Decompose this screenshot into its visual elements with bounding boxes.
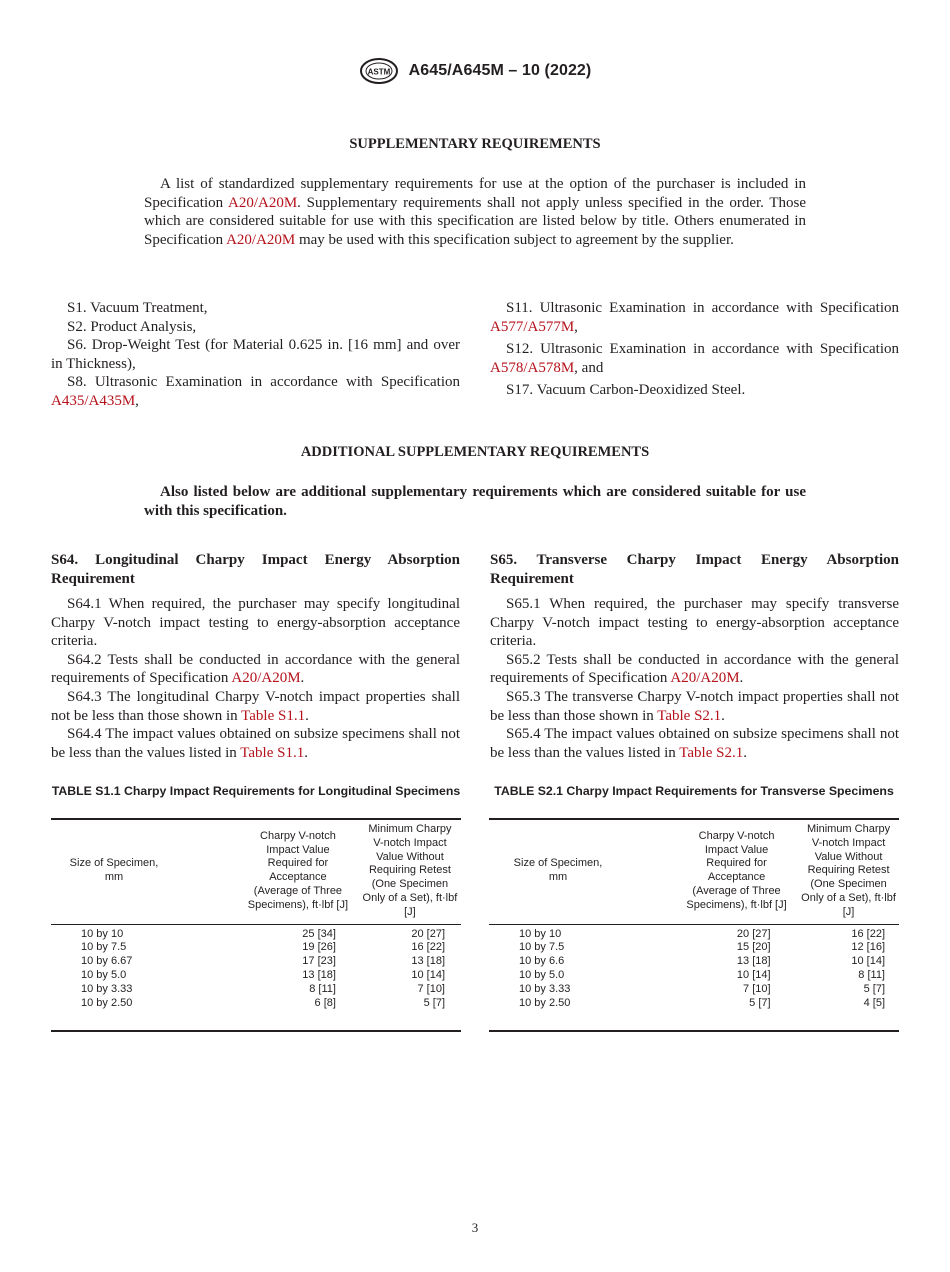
table-s2-header-min: Minimum Charpy V-notch Impact Value Without Requiring Retest (One Specimen Only of a Set), ft·lbf [J] xyxy=(789,819,899,924)
table-row xyxy=(489,969,899,983)
ref-a20-link[interactable]: A20/A20M xyxy=(231,670,301,687)
s11-text: S11. Ultrasonic Examination in accordance with Specification xyxy=(506,300,899,316)
table-row xyxy=(489,924,899,941)
list-item-s12 xyxy=(490,340,899,377)
cell-avg: 8 [11] xyxy=(309,982,336,995)
cell-size: 10 by 2.50 xyxy=(489,997,627,1032)
table-row xyxy=(489,941,899,955)
table-row xyxy=(51,955,461,969)
cell-avg: 15 [20] xyxy=(736,941,771,954)
cell-min: 20 [27] xyxy=(411,927,445,940)
cell-avg: 25 [34] xyxy=(302,927,336,940)
table-s1 xyxy=(51,818,461,1032)
cell-min: 5 [7] xyxy=(350,997,461,1032)
cell-avg: 6 [8] xyxy=(188,997,350,1032)
s65-4 xyxy=(490,725,899,762)
s11-end: , xyxy=(574,318,578,335)
intro-text-3: may be used with this specification subject to agreement by the supplier. xyxy=(295,231,734,248)
cell-min: 13 [18] xyxy=(411,955,445,968)
cell-min: 10 [14] xyxy=(411,968,445,981)
s8-end: , xyxy=(135,392,139,409)
cell-size: 10 by 6.6 xyxy=(519,955,565,968)
additional-intro xyxy=(144,483,806,520)
ref-a577-link[interactable]: A577/A577M xyxy=(490,318,575,335)
ref-a578-link[interactable]: A578/A578M xyxy=(490,359,575,376)
table-row xyxy=(489,983,899,997)
table-row xyxy=(51,924,461,941)
cell-avg: 5 [7] xyxy=(627,997,789,1032)
s8-text: S8. Ultrasonic Examination in accordance with Specification xyxy=(67,374,460,391)
cell-min: 10 [14] xyxy=(851,955,885,968)
cell-size: 10 by 10 xyxy=(519,927,562,940)
table-row xyxy=(51,969,461,983)
cell-size: 10 by 10 xyxy=(81,927,124,940)
table-s1-caption: TABLE S1.1 Charpy Impact Requirements for Longitudinal Specimens xyxy=(51,784,461,798)
table-s1-header-size: Size of Specimen, mm xyxy=(51,819,188,924)
cell-avg: 20 [27] xyxy=(736,927,771,940)
table-s2-link[interactable]: Table S2.1 xyxy=(657,707,722,724)
supplementary-list-right xyxy=(490,299,899,400)
s64-2-end: . xyxy=(300,670,305,687)
s64-3 xyxy=(51,688,460,725)
s12-end: , and xyxy=(574,359,604,376)
supplementary-list-left xyxy=(51,299,460,411)
list-item-s11 xyxy=(490,299,899,336)
cell-avg: 10 [14] xyxy=(736,968,771,981)
s64-3-end: . xyxy=(305,707,309,724)
s65-2 xyxy=(490,651,899,688)
s65-4-text: S65.4 The impact values obtained on subsize specimens shall not be less than the values listed in xyxy=(490,726,899,761)
s65-4-end: . xyxy=(743,744,747,761)
cell-size: 10 by 3.33 xyxy=(519,982,571,995)
table-s2-caption: TABLE S2.1 Charpy Impact Requirements for Transverse Specimens xyxy=(494,784,894,798)
cell-size: 10 by 6.67 xyxy=(81,955,133,968)
table-row xyxy=(51,941,461,955)
table-s2-header-avg: Charpy V-notch Impact Value Required for Acceptance (Average of Three Specimens), ft·lbf [J] xyxy=(627,819,789,924)
table-s1-header-avg: Charpy V-notch Impact Value Required for Acceptance (Average of Three Specimens), ft·lbf [J] xyxy=(188,819,350,924)
s65-heading: S65. Transverse Charpy Impact Energy Absorption Requirement xyxy=(490,552,899,587)
table-s1-header-min: Minimum Charpy V-notch Impact Value Without Requiring Retest (One Specimen Only of a Set), ft·lbf [J] xyxy=(350,819,461,924)
list-item-s8 xyxy=(51,373,460,410)
s65-1: S65.1 When required, the purchaser may specify transverse Charpy V-notch impact testing to energy-absorption acceptance criteria. xyxy=(490,596,899,650)
s12-text: S12. Ultrasonic Examination in accordance with Specification xyxy=(506,341,899,358)
list-item-s1: S1. Vacuum Treatment, xyxy=(67,300,208,316)
cell-size: 10 by 5.0 xyxy=(81,968,127,981)
additional-heading: ADDITIONAL SUPPLEMENTARY REQUIREMENTS xyxy=(300,444,650,460)
cell-avg: 13 [18] xyxy=(302,968,336,981)
s65-3 xyxy=(490,688,899,725)
s65-3-text: S65.3 The transverse Charpy V-notch impact properties shall not be less than those shown in xyxy=(490,688,899,724)
astm-logo-text: ASTM xyxy=(367,67,390,77)
cell-min: 7 [10] xyxy=(417,982,445,995)
cell-min: 16 [22] xyxy=(411,941,445,954)
cell-min: 4 [5] xyxy=(789,997,899,1032)
table-row xyxy=(51,997,461,1032)
table-s2-header-size: Size of Specimen, mm xyxy=(489,819,627,924)
s64-heading: S64. Longitudinal Charpy Impact Energy Absorption Requirement xyxy=(51,552,460,587)
table-row xyxy=(489,955,899,969)
cell-size: 10 by 3.33 xyxy=(81,982,133,995)
list-item-s6: S6. Drop-Weight Test (for Material 0.625 in. [16 mm] and over in Thickness), xyxy=(51,337,460,372)
s64-body xyxy=(51,595,460,762)
s64-4-end: . xyxy=(304,744,308,761)
table-s2-body xyxy=(489,924,899,1031)
intro-text-2: . Supplementary requirements shall not apply unless specified in the order. Those which are considered suitable for use with this specification are listed below by title. Others enumerated in Specification xyxy=(144,194,806,248)
s65-2-text: S65.2 Tests shall be conducted in accordance with the general requirements of Specification xyxy=(490,651,899,687)
table-s1-body xyxy=(51,924,461,1031)
table-s2 xyxy=(489,818,899,1032)
s64-2 xyxy=(51,651,460,688)
s65-2-end: . xyxy=(739,670,744,687)
cell-size: 10 by 7.5 xyxy=(519,941,565,954)
cell-min: 5 [7] xyxy=(863,982,885,995)
ref-a435-link[interactable]: A435/A435M xyxy=(51,392,136,409)
supplementary-intro xyxy=(144,175,806,249)
document-designation: A645/A645M – 10 (2022) xyxy=(408,62,592,79)
list-item-s2: S2. Product Analysis, xyxy=(67,318,197,335)
cell-size: 10 by 7.5 xyxy=(81,941,127,954)
cell-min: 16 [22] xyxy=(851,927,885,940)
ref-a20-link[interactable]: A20/A20M xyxy=(228,194,298,211)
table-s1-link[interactable]: Table S1.1 xyxy=(241,707,306,724)
s64-4 xyxy=(51,725,460,762)
list-item-s17: S17. Vacuum Carbon-Deoxidized Steel. xyxy=(506,382,746,399)
s65-3-end: . xyxy=(721,707,725,724)
supplementary-heading: SUPPLEMENTARY REQUIREMENTS xyxy=(349,136,601,152)
cell-min: 8 [11] xyxy=(858,968,885,981)
ref-a20-link[interactable]: A20/A20M xyxy=(670,670,740,687)
s64-3-text: S64.3 The longitudinal Charpy V-notch impact properties shall not be less than those shown in xyxy=(51,688,460,724)
page-number: 3 xyxy=(471,1220,479,1235)
cell-avg: 17 [23] xyxy=(302,955,336,968)
additional-intro-text: Also listed below are additional supplementary requirements which are considered suitable for use with this specification. xyxy=(144,484,806,519)
cell-avg: 19 [26] xyxy=(302,941,336,954)
cell-size: 10 by 2.50 xyxy=(51,997,188,1032)
cell-avg: 13 [18] xyxy=(736,955,771,968)
intro-text-1: A list of standardized supplementary requirements for use at the option of the purchaser is included in Specification xyxy=(144,176,806,211)
table-s2-link[interactable]: Table S2.1 xyxy=(679,744,744,761)
astm-logo xyxy=(359,57,399,85)
ref-a20-link[interactable]: A20/A20M xyxy=(226,231,296,248)
s64-2-text: S64.2 Tests shall be conducted in accordance with the general requirements of Specification xyxy=(51,651,460,687)
cell-size: 10 by 5.0 xyxy=(519,968,565,981)
table-row xyxy=(51,983,461,997)
page-header xyxy=(0,57,950,85)
cell-avg: 7 [10] xyxy=(743,982,771,995)
s65-body xyxy=(490,595,899,762)
s64-1: S64.1 When required, the purchaser may specify longitudinal Charpy V-notch impact testing to energy-absorption acceptance criteria. xyxy=(51,596,460,650)
cell-min: 12 [16] xyxy=(851,941,885,954)
s64-4-text: S64.4 The impact values obtained on subsize specimens shall not be less than the values listed in xyxy=(51,726,460,761)
table-row xyxy=(489,997,899,1032)
table-s1-link[interactable]: Table S1.1 xyxy=(240,744,305,761)
